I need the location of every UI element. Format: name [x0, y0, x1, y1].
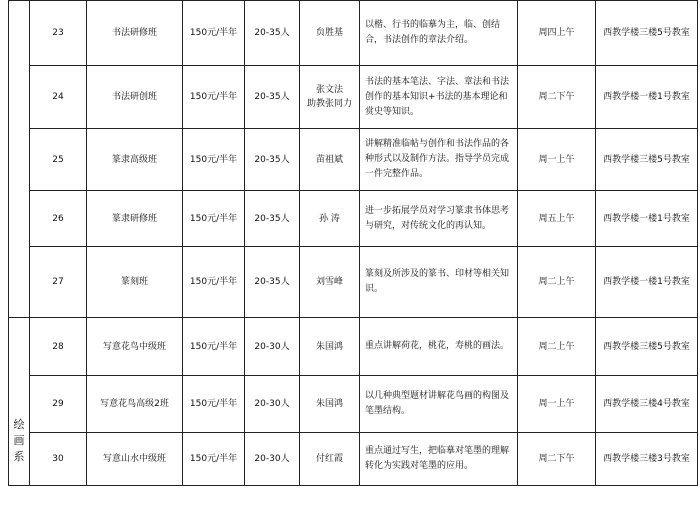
- course-number-cell: 23: [30, 1, 87, 66]
- teacher-name: 付红霞: [315, 454, 343, 464]
- description-cell: 重点讲解荷花，桃花，寿桃的画法。: [360, 318, 518, 376]
- course-name-cell: 篆刻班: [87, 247, 183, 318]
- course-number-cell: 28: [30, 318, 87, 376]
- schedule-cell: 周二上午: [518, 247, 596, 318]
- department-label: 绘画系: [13, 418, 25, 463]
- course-number-cell: 26: [30, 191, 87, 247]
- schedule-cell: 周五上午: [518, 191, 596, 247]
- table-row: [9, 1, 698, 66]
- description-cell: 以楷、行书的临摹为主，临、创结合，书法创作的章法介绍。: [360, 1, 518, 66]
- course-number-cell: 27: [30, 247, 87, 318]
- table-row: [9, 247, 698, 318]
- teacher-name: 张文法: [315, 85, 343, 95]
- teacher-cell: [300, 318, 360, 376]
- teacher-name: 刘雪峰: [315, 277, 343, 287]
- schedule-cell: 周一上午: [518, 376, 596, 433]
- fee-cell: 150元/半年: [183, 433, 245, 486]
- class-size-cell: 20-30人: [245, 433, 300, 486]
- description-cell: 书法的基本笔法、字法、章法和书法创作的基本知识+书法的基本理论和赏史等知识。: [360, 66, 518, 129]
- teacher-cell: [300, 433, 360, 486]
- teacher-cell: [300, 1, 360, 66]
- classroom-cell: 西教学楼三楼4号教室: [596, 376, 698, 433]
- fee-cell: 150元/半年: [183, 129, 245, 191]
- course-name-cell: 写意山水中级班: [87, 433, 183, 486]
- course-name-cell: 书法研创班: [87, 66, 183, 129]
- schedule-cell: 周一上午: [518, 129, 596, 191]
- schedule-cell: 周二上午: [518, 318, 596, 376]
- description-cell: 进一步拓展学员对学习篆隶书体思考与研究，对传统文化的再认知。: [360, 191, 518, 247]
- fee-cell: 150元/半年: [183, 376, 245, 433]
- fee-cell: 150元/半年: [183, 66, 245, 129]
- class-size-cell: 20-35人: [245, 66, 300, 129]
- fee-cell: 150元/半年: [183, 191, 245, 247]
- teacher-name: 朱国鸿: [315, 399, 343, 409]
- class-size-cell: 20-35人: [245, 129, 300, 191]
- course-number-cell: 30: [30, 433, 87, 486]
- table-row: [9, 376, 698, 433]
- table-body: [9, 1, 698, 486]
- classroom-cell: 西教学楼三楼3号教室: [596, 433, 698, 486]
- teacher-cell: [300, 129, 360, 191]
- description-cell: 重点通过写生，把临摹对笔墨的理解转化为实践对笔墨的应用。: [360, 433, 518, 486]
- classroom-cell: 西教学楼一楼1号教室: [596, 191, 698, 247]
- class-size-cell: 20-35人: [245, 1, 300, 66]
- description-cell: 讲解精准临帖与创作和书法作品的各种形式以及制作方法。指导学员完成一件完整作品。: [360, 129, 518, 191]
- teacher-cell: [300, 376, 360, 433]
- teacher-cell: [300, 66, 360, 129]
- table-row: [9, 191, 698, 247]
- course-name-cell: 写意花鸟高级2班: [87, 376, 183, 433]
- teacher-cell: [300, 191, 360, 247]
- course-number-cell: 25: [30, 129, 87, 191]
- table-row: [9, 433, 698, 486]
- schedule-cell: 周二下午: [518, 66, 596, 129]
- department-cell: [9, 1, 30, 318]
- fee-cell: 150元/半年: [183, 247, 245, 318]
- course-table: [8, 0, 698, 486]
- course-number-cell: 24: [30, 66, 87, 129]
- teacher-name: 贠胜基: [315, 28, 343, 38]
- classroom-cell: 西教学楼三楼5号教室: [596, 1, 698, 66]
- course-name-cell: 篆隶研修班: [87, 191, 183, 247]
- table-row: [9, 66, 698, 129]
- department-cell: [9, 318, 30, 486]
- teacher-name: 孙 涛: [319, 213, 340, 224]
- description-cell: 以几种典型题材讲解花鸟画的构图及笔墨结构。: [360, 376, 518, 433]
- classroom-cell: 西教学楼三楼5号教室: [596, 318, 698, 376]
- teacher-name: 助教张同力: [306, 99, 352, 109]
- schedule-cell: 周四上午: [518, 1, 596, 66]
- teacher-cell: [300, 247, 360, 318]
- classroom-cell: 西教学楼一楼1号教室: [596, 66, 698, 129]
- course-number-cell: 29: [30, 376, 87, 433]
- class-size-cell: 20-30人: [245, 376, 300, 433]
- teacher-name: 苗祖斌: [315, 154, 343, 165]
- table-row: [9, 129, 698, 191]
- classroom-cell: 西教学楼一楼1号教室: [596, 247, 698, 318]
- course-name-cell: 写意花鸟中级班: [87, 318, 183, 376]
- course-name-cell: 篆隶高级班: [87, 129, 183, 191]
- classroom-cell: 西教学楼三楼5号教室: [596, 129, 698, 191]
- class-size-cell: 20-35人: [245, 191, 300, 247]
- fee-cell: 150元/半年: [183, 1, 245, 66]
- table-row: [9, 318, 698, 376]
- fee-cell: 150元/半年: [183, 318, 245, 376]
- teacher-name: 朱国鸿: [315, 341, 343, 352]
- class-size-cell: 20-30人: [245, 318, 300, 376]
- description-cell: 篆刻及所涉及的篆书、印材等相关知识。: [360, 247, 518, 318]
- class-size-cell: 20-35人: [245, 247, 300, 318]
- schedule-cell: 周二下午: [518, 433, 596, 486]
- course-name-cell: 书法研修班: [87, 1, 183, 66]
